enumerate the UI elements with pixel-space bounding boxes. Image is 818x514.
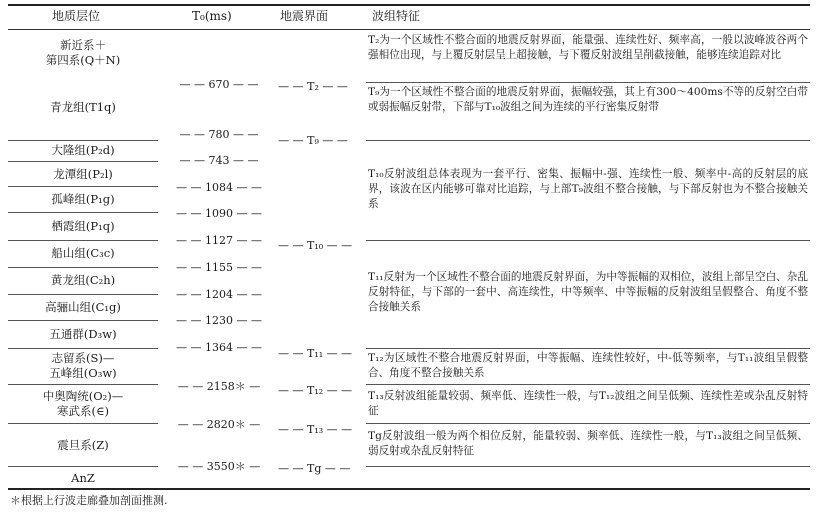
- unit-line: 中奥陶统(O₂)—: [42, 389, 124, 403]
- unit-line: 五峰组(O₃w): [49, 366, 117, 380]
- interface-marker: — — T₁₃ — —: [278, 423, 353, 436]
- table-top-rule: [8, 4, 810, 6]
- unit-cell: [8, 273, 158, 288]
- interface-marker: — — T₁₀ — —: [278, 239, 353, 252]
- unit-divider: [8, 161, 158, 162]
- unit-divider: [8, 212, 158, 213]
- header-t0: T₀(ms): [192, 9, 232, 23]
- unit-divider: [8, 294, 158, 295]
- unit-line: AnZ: [71, 471, 95, 485]
- header-interface: 地震界面: [280, 9, 329, 23]
- unit-cell: [8, 389, 158, 419]
- unit-divider: [8, 240, 158, 241]
- depth-marker: — — 1155 — —: [176, 261, 262, 274]
- unit-line: 大隆组(P₂d): [51, 143, 115, 157]
- wave-feature-text: T₁₀反射波组总体表现为一套平行、密集、振幅中-强、连续性一般、频率中-高的反射层的底界，该波在区内能够可靠对比追踪，与上部T₉波组不整合接触，与下部反射也为不整合接触关系: [368, 168, 808, 210]
- unit-line: 船山组(C₃c): [51, 246, 115, 260]
- unit-cell: [8, 471, 158, 486]
- interface-marker: — — Tg — —: [278, 462, 351, 475]
- wave-feature-text: T₂为一个区域性不整合面的地震反射界面，能量强、连续性好、频率高，一般以波峰波谷两个强相位出现，与上覆反射层呈上超接触，与下覆反射波组呈削截接触，能够连续追踪对比: [368, 34, 808, 61]
- unit-line: 黄龙组(C₂h): [50, 273, 116, 287]
- unit-cell: [8, 143, 158, 158]
- unit-line: 寒武系(∈): [57, 404, 109, 418]
- unit-cell: [8, 246, 158, 261]
- unit-line: 震旦系(Z): [57, 438, 109, 452]
- wave-divider: [366, 423, 810, 424]
- depth-marker: — — 1230 — —: [176, 314, 262, 327]
- wave-divider: [366, 348, 810, 349]
- header-wave: 波组特征: [372, 9, 421, 23]
- wave-feature-text: T₁₁反射为一个区域性不整合面的地震反射界面，为中等振幅的双相位，波组上部呈空白、杂乱反射特征，与下部的一套中、高连续性，中等频率、中等振幅的反射波组呈假整合、角度不整合接触关系: [368, 271, 808, 313]
- unit-divider: [8, 186, 158, 187]
- depth-marker: — — 1364 — —: [176, 341, 262, 354]
- unit-cell: [8, 438, 158, 453]
- unit-line: 志留系(S)—: [51, 351, 115, 365]
- unit-line: 龙潭组(P₂l): [53, 167, 113, 181]
- wave-feature-text: Tg反射波组一般为两个相位反射，能量较弱、频率低、连续性一般，与T₁₃波组之间呈低频、弱反射或杂乱反射特征: [368, 430, 808, 457]
- interface-marker: — — T₉ — —: [278, 134, 348, 147]
- unit-divider: [8, 267, 158, 268]
- header-rule: [8, 29, 810, 30]
- unit-cell: [8, 351, 158, 381]
- unit-cell: [8, 327, 158, 342]
- unit-line: 五通群(D₃w): [49, 327, 117, 341]
- unit-divider: [8, 140, 158, 141]
- wave-divider: [366, 466, 810, 467]
- interface-marker: — — T₁₁ — —: [278, 347, 353, 360]
- depth-marker: — — 2158＊ —: [177, 380, 261, 393]
- depth-marker: — — 3550＊ —: [177, 460, 261, 473]
- unit-divider: [8, 466, 158, 467]
- depth-marker: — — 1084 — —: [176, 181, 262, 194]
- unit-line: 第四系(Q＋N): [45, 53, 121, 67]
- unit-divider: [8, 348, 158, 349]
- depth-marker: — — 1204 — —: [176, 288, 262, 301]
- wave-divider: [366, 82, 810, 83]
- depth-marker: — — 743 — —: [179, 154, 259, 167]
- unit-line: 新近系＋: [60, 38, 106, 52]
- unit-divider: [8, 384, 158, 385]
- unit-line: 高骊山组(C₁g): [45, 300, 121, 314]
- unit-divider: [8, 320, 158, 321]
- interface-marker: — — T₁₂ — —: [278, 384, 353, 397]
- table-bottom-rule: [8, 488, 810, 490]
- unit-divider: [8, 423, 158, 424]
- wave-divider: [366, 240, 810, 241]
- wave-divider: [366, 384, 810, 385]
- depth-marker: — — 1127 — —: [176, 234, 262, 247]
- unit-line: 青龙组(T1q): [50, 100, 116, 114]
- wave-feature-text: T₉为一个区域性不整合面的地震反射界面，振幅较强，其上有300～400ms不等的反射空白带或弱振幅反射带，下部与T₁₀波组之间为连续的平行密集反射带: [368, 86, 808, 113]
- unit-cell: [8, 300, 158, 315]
- wave-feature-text: T₁₂为区域性不整合地震反射界面，中等振幅、连续性较好，中-低等频率，与T₁₁波组呈假整合、角度不整合接触关系: [368, 352, 808, 379]
- depth-marker: — — 780 — —: [179, 128, 259, 141]
- wave-divider: [366, 140, 810, 141]
- depth-marker: — — 670 — —: [179, 78, 259, 91]
- header-unit: 地质层位: [52, 9, 101, 23]
- unit-line: 孤峰组(P₁g): [51, 192, 115, 206]
- wave-feature-text: T₁₃反射波组能量较弱、频率低、连续性一般，与T₁₂波组之间呈低频、连续性差或杂乱反射特征: [368, 390, 808, 417]
- interface-marker: — — T₂ — —: [278, 80, 348, 93]
- unit-cell: [8, 38, 158, 68]
- unit-line: 栖霞组(P₁q): [51, 219, 115, 233]
- unit-cell: [8, 192, 158, 207]
- unit-cell: [8, 167, 158, 182]
- unit-cell: [8, 219, 158, 234]
- depth-marker: — — 1090 — —: [176, 207, 262, 220]
- depth-marker: — — 2820＊ —: [177, 418, 261, 431]
- unit-cell: [8, 100, 158, 115]
- footnote: ＊根据上行波走廊叠加剖面推测.: [10, 494, 168, 507]
